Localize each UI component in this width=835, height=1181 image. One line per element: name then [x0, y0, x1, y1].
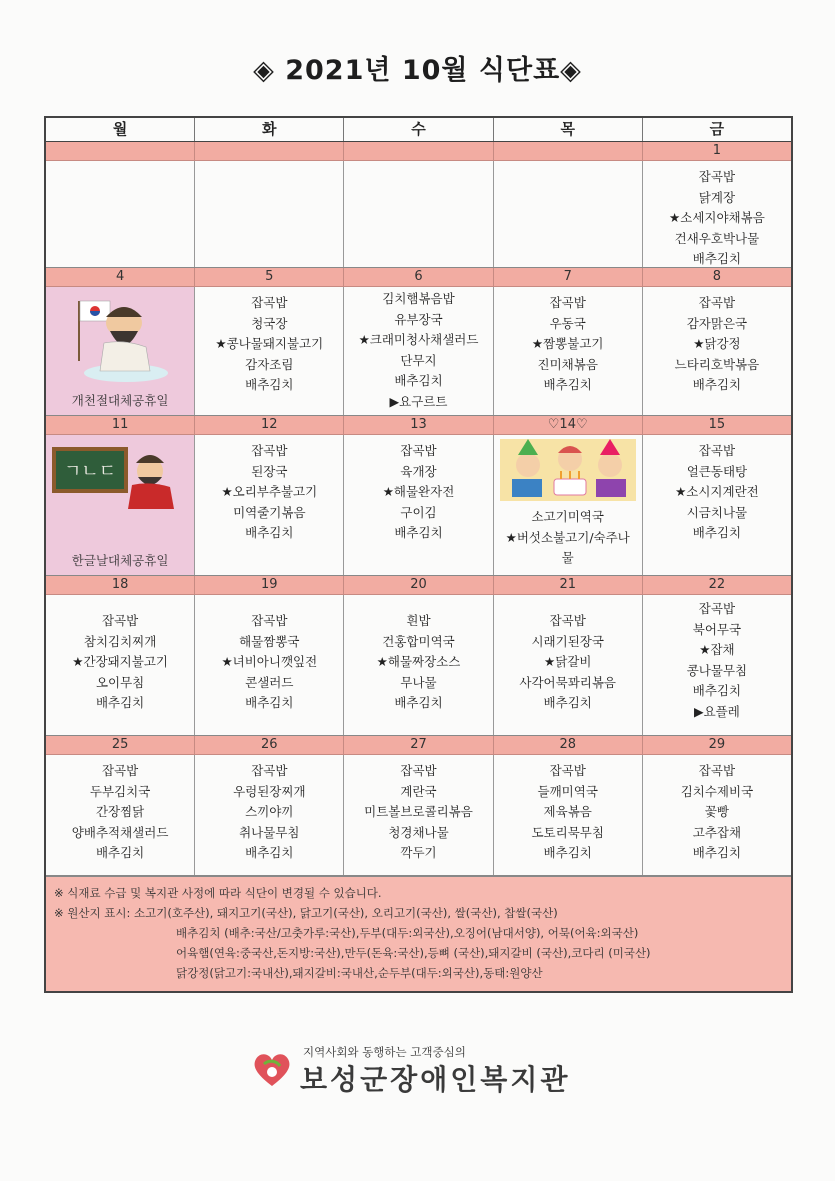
menu-item: 잡곡밥 — [101, 613, 139, 628]
date-cell: 28 — [494, 736, 643, 754]
day-cell — [494, 287, 643, 415]
heart-logo-icon — [250, 1050, 294, 1090]
menu-item: 김치햄볶음밥 — [382, 291, 455, 306]
menu-item: 들깨미역국 — [537, 783, 598, 799]
menu-item: 배추김치 — [394, 695, 443, 710]
menu-item: 잡곡밥 — [251, 295, 288, 310]
menu-item: 배추김치 — [394, 373, 443, 388]
menu-item: 제육볶음 — [543, 804, 592, 819]
day-cell — [643, 595, 791, 735]
menu-item: 계란국 — [400, 783, 437, 799]
menu-item: 잡곡밥 — [400, 443, 437, 458]
menu-item: ★콩나물돼지불고기 — [215, 336, 324, 351]
day-cell — [344, 435, 493, 575]
menu-item: 잡곡밥 — [400, 763, 437, 778]
menu-item: ★오리부추불고기 — [221, 484, 318, 499]
day-cell — [643, 161, 791, 267]
menu-item: 취나물무침 — [239, 824, 300, 840]
menu-item: 우동국 — [549, 315, 586, 331]
menu-item: 미역줄기볶음 — [233, 504, 306, 520]
holiday-cell — [46, 435, 195, 575]
date-cell — [46, 142, 195, 160]
day-cell — [195, 595, 344, 735]
menu-item: 배추김치 — [245, 377, 294, 392]
menu-item: 소고기미역국 — [531, 509, 604, 524]
menu-item: 도토리묵무침 — [531, 824, 604, 840]
holiday-name: 한글날대체공휴일 — [71, 553, 169, 568]
date-cell: 1 — [712, 143, 722, 158]
menu-item: 양배추적채샐러드 — [71, 824, 169, 840]
menu-item: 콩나물무침 — [686, 662, 748, 678]
date-cell: 26 — [195, 736, 344, 754]
menu-item: 감자맑은국 — [686, 315, 748, 331]
menu-item: 얼큰동태탕 — [686, 463, 748, 479]
origin-label: ※ 원산지 표시: 소고기(호주산), 돼지고기(국산), 닭고기(국산), 오리고기(국산), 쌀(국산), 찹쌀(국산) — [54, 906, 558, 920]
menu-item: ★닭갈비 — [543, 654, 592, 669]
date-cell: 27 — [344, 736, 493, 754]
menu-item: 청경채나물 — [388, 824, 449, 840]
date-cell: 11 — [46, 416, 195, 434]
date-cell — [344, 142, 493, 160]
menu-item: 스끼야끼 — [245, 804, 294, 819]
menu-item: 잡곡밥 — [698, 443, 736, 458]
holiday-cell — [46, 287, 195, 415]
day-cell — [195, 435, 344, 575]
date-cell: ♡14♡ — [494, 416, 643, 434]
menu-item: 건새우호박나물 — [674, 230, 760, 246]
menu-item: 콘샐러드 — [245, 674, 294, 690]
date-row — [46, 268, 791, 287]
day-cell — [494, 435, 643, 575]
weekday-fri: 금 — [709, 120, 725, 138]
menu-item: 깍두기 — [400, 845, 437, 860]
date-cell — [195, 142, 344, 160]
menu-item: 배추김치 — [692, 377, 742, 392]
menu-item: 시금치나물 — [686, 504, 748, 520]
day-cell — [195, 161, 344, 267]
date-cell: 7 — [494, 268, 643, 286]
menu-item: 배추김치 — [543, 845, 592, 860]
weekday-header — [46, 118, 791, 142]
menu-item: 우렁된장찌개 — [233, 783, 306, 799]
menu-item: 유부장국 — [394, 311, 443, 327]
menu-item: 두부김치국 — [89, 783, 151, 799]
day-cell — [643, 755, 791, 875]
week-row — [46, 736, 791, 876]
menu-item: 미트볼브로콜리볶음 — [364, 804, 473, 819]
day-cell — [344, 755, 493, 875]
menu-item: 잡곡밥 — [549, 613, 586, 628]
date-row — [46, 736, 791, 755]
menu-item: 무나물 — [400, 674, 437, 690]
menu-item: 고추잡채 — [692, 824, 742, 840]
menu-row — [46, 435, 791, 575]
menu-item: 잡곡밥 — [698, 601, 736, 616]
menu-item: 건홍합미역국 — [382, 633, 455, 649]
meal-calendar — [44, 116, 793, 993]
date-cell: 15 — [708, 417, 726, 432]
menu-item: 시래기된장국 — [531, 633, 604, 649]
day-cell — [46, 161, 195, 267]
day-cell — [344, 161, 493, 267]
week-row — [46, 142, 791, 268]
holiday-name: 개천절대체공휴일 — [71, 393, 169, 408]
day-cell — [46, 595, 195, 735]
week-row — [46, 416, 791, 576]
menu-item: 육개장 — [400, 463, 437, 479]
date-row — [46, 142, 791, 161]
date-cell: 12 — [195, 416, 344, 434]
menu-item: ▶요구르트 — [389, 393, 448, 409]
menu-item: 배추김치 — [692, 845, 742, 860]
menu-item: ★소시지계란전 — [675, 484, 759, 499]
menu-item: 흰밥 — [406, 613, 431, 628]
date-cell: 6 — [344, 268, 493, 286]
menu-item: 배추김치 — [543, 377, 592, 392]
menu-item: 잡곡밥 — [101, 763, 139, 778]
day-cell — [643, 435, 791, 575]
date-cell: 5 — [195, 268, 344, 286]
menu-item: 배추김치 — [95, 845, 145, 860]
org-slogan: 지역사회와 동행하는 고객중심의 — [303, 1045, 466, 1059]
menu-item: 북어무국 — [692, 621, 742, 637]
menu-item: 닭계장 — [698, 189, 736, 205]
menu-item: ★녀비아니깻잎전 — [221, 654, 318, 669]
menu-item: 배추김치 — [692, 525, 742, 540]
menu-item: ★버섯소불고기/숙주나물 — [505, 529, 630, 565]
menu-item: 잡곡밥 — [698, 295, 736, 310]
date-cell: 21 — [494, 576, 643, 594]
origin-detail: 배추김치 (배추:국산/고춧가루:국산),두부(대두:외국산),오징어(남대서양), 어묵(어육:외국산) — [176, 926, 639, 940]
menu-item: 꽃빵 — [704, 804, 729, 819]
menu-row — [46, 161, 791, 267]
svg-text:ㄱㄴㄷ: ㄱㄴㄷ — [64, 461, 117, 482]
menu-item: 배추김치 — [692, 251, 742, 266]
notes-box — [46, 876, 791, 991]
menu-item: 잡곡밥 — [549, 763, 586, 778]
date-cell: 4 — [46, 268, 195, 286]
menu-item: 해물짬뽕국 — [239, 633, 300, 649]
day-cell — [494, 595, 643, 735]
menu-item: 청국장 — [251, 315, 288, 331]
origin-detail: 닭강정(닭고기:국내산),돼지갈비:국내산,순두부(대두:외국산),동태:원양산 — [176, 966, 543, 980]
flag-king-illustration — [64, 293, 176, 383]
menu-item: ★짬뽕불고기 — [531, 336, 604, 351]
date-row — [46, 576, 791, 595]
weekday-wed: 수 — [344, 118, 493, 141]
day-cell — [344, 287, 493, 415]
date-cell: 29 — [708, 737, 726, 752]
week-row — [46, 576, 791, 736]
day-cell — [195, 755, 344, 875]
weekday-tue: 화 — [195, 118, 344, 141]
menu-item: 잡곡밥 — [698, 169, 736, 184]
menu-item: ★소세지야채볶음 — [669, 210, 765, 225]
day-cell — [46, 755, 195, 875]
menu-item: 배추김치 — [394, 525, 443, 540]
menu-item: 된장국 — [251, 463, 288, 479]
menu-item: 간장찜닭 — [95, 804, 145, 819]
date-cell: 8 — [712, 269, 722, 284]
menu-item: 단무지 — [400, 352, 437, 368]
blackboard-king-illustration — [50, 441, 190, 511]
date-row — [46, 416, 791, 435]
menu-item: 배추김치 — [95, 695, 145, 710]
menu-item: 잡곡밥 — [251, 763, 288, 778]
date-cell — [494, 142, 643, 160]
day-cell — [643, 287, 791, 415]
day-cell — [494, 161, 643, 267]
menu-item: 잡곡밥 — [698, 763, 736, 778]
menu-item: ★잡채 — [699, 642, 735, 657]
menu-item: 참치김치찌개 — [83, 633, 157, 649]
birthday-party-illustration — [498, 439, 638, 501]
menu-item: ★해물완자전 — [382, 484, 455, 499]
menu-item: 진미채볶음 — [537, 356, 598, 372]
day-cell — [494, 755, 643, 875]
menu-row — [46, 595, 791, 735]
menu-item: ★닭강정 — [693, 336, 741, 351]
day-cell — [195, 287, 344, 415]
menu-item: 잡곡밥 — [251, 613, 288, 628]
menu-item: 사각어묵꽈리볶음 — [519, 674, 617, 690]
menu-item: 구이김 — [400, 504, 437, 520]
page-title: ◈ 2021년 10월 식단표◈ — [253, 55, 582, 86]
week-row — [46, 268, 791, 416]
menu-row — [46, 287, 791, 415]
menu-item: 배추김치 — [245, 525, 294, 540]
menu-item: 느타리호박볶음 — [674, 356, 760, 372]
date-cell: 22 — [708, 577, 726, 592]
menu-item: 잡곡밥 — [549, 295, 586, 310]
menu-item: ▶요플레 — [693, 703, 740, 719]
menu-row — [46, 755, 791, 875]
org-name: 보성군장애인복지관 — [300, 1063, 571, 1096]
menu-item: ★간장돼지불고기 — [72, 654, 168, 669]
notice-change: ※ 식재료 수급 및 복지관 사정에 따라 식단이 변경될 수 있습니다. — [54, 886, 382, 900]
menu-item: 배추김치 — [245, 695, 294, 710]
menu-item: 배추김치 — [692, 683, 742, 698]
date-cell: 18 — [46, 576, 195, 594]
day-cell — [344, 595, 493, 735]
menu-item: 감자조림 — [245, 356, 294, 372]
menu-item: 배추김치 — [245, 845, 294, 860]
menu-item: 배추김치 — [543, 695, 592, 710]
date-cell: 25 — [46, 736, 195, 754]
origin-detail: 어육햄(연육:중국산,돈지방:국산),만두(돈육:국산),등뼈 (국산),돼지갈비 (국산),코다리 (미국산) — [176, 946, 651, 960]
menu-item: ★해물짜장소스 — [376, 654, 461, 669]
menu-item: 잡곡밥 — [251, 443, 288, 458]
menu-item: ★크래미청사채샐러드 — [358, 332, 479, 347]
menu-item: 오이무침 — [95, 674, 145, 690]
menu-item: 김치수제비국 — [680, 783, 754, 799]
weekday-mon: 월 — [46, 118, 195, 141]
date-cell: 20 — [344, 576, 493, 594]
weekday-thu: 목 — [494, 118, 643, 141]
date-cell: 19 — [195, 576, 344, 594]
date-cell: 13 — [344, 416, 493, 434]
